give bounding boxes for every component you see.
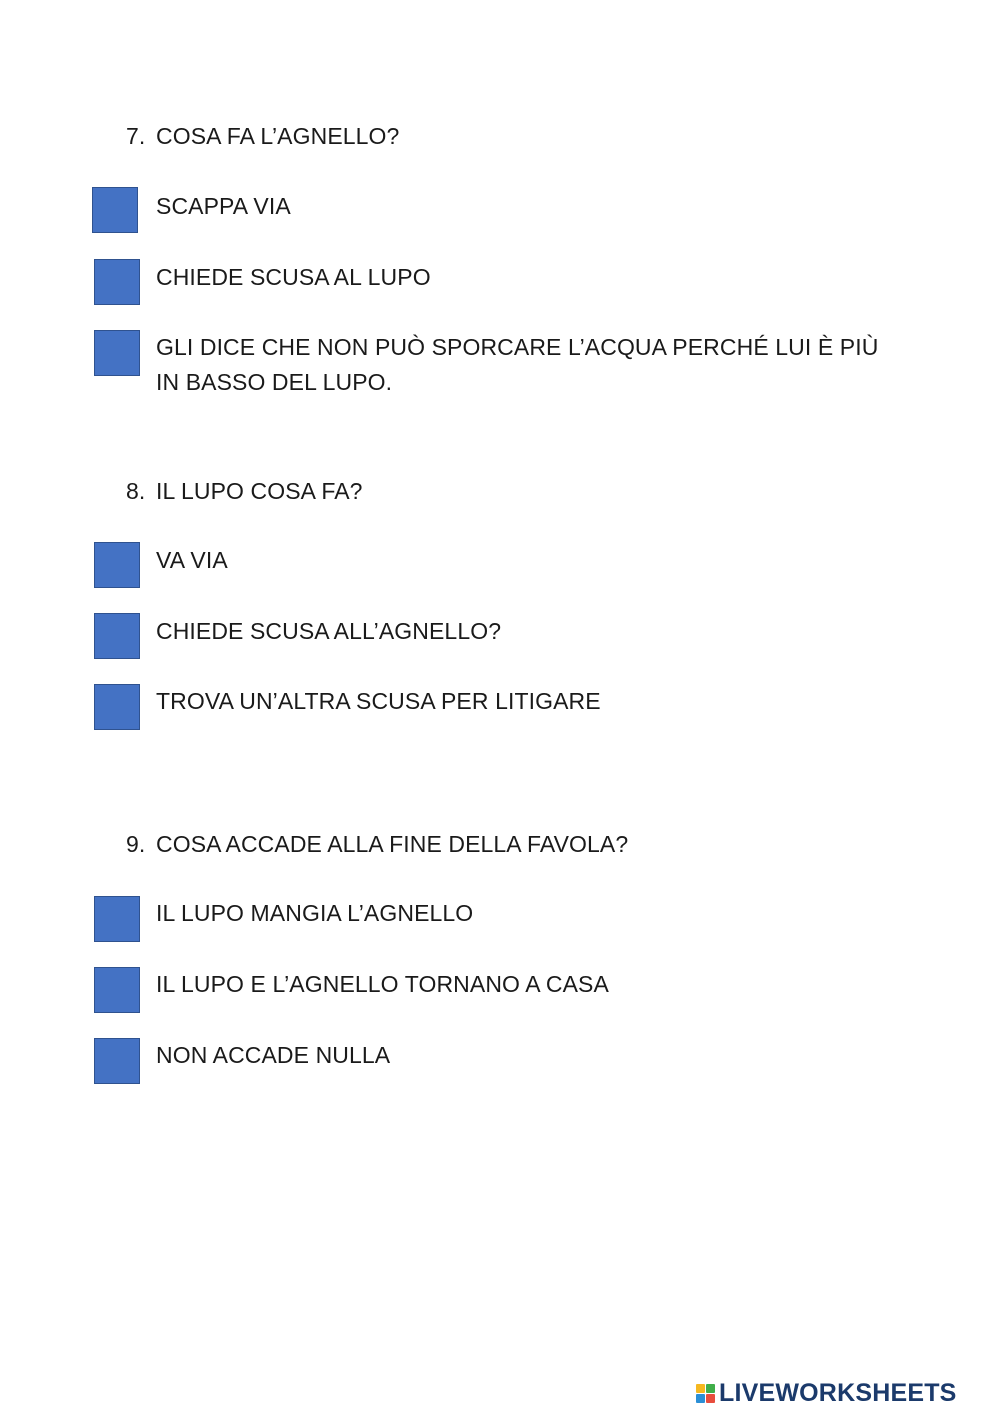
answer-checkbox-7c[interactable] [94, 330, 140, 376]
question-9 [126, 829, 628, 859]
answer-checkbox-7a[interactable] [92, 187, 138, 233]
logo-text: LIVEWORKSHEETS [719, 1378, 957, 1407]
answer-checkbox-9b[interactable] [94, 967, 140, 1013]
answer-checkbox-7b[interactable] [94, 259, 140, 305]
answer-option-8b: CHIEDE SCUSA ALL’AGNELLO? [156, 618, 502, 644]
answer-option-7c: GLI DICE CHE NON PUÒ SPORCARE L’ACQUA PERCHÉ LUI È PIÙ IN BASSO DEL LUPO. [156, 334, 879, 395]
answer-option-9b: IL LUPO E L’AGNELLO TORNANO A CASA [156, 971, 609, 997]
answer-checkbox-8b[interactable] [94, 613, 140, 659]
answer-option-9a: IL LUPO MANGIA L’AGNELLO [156, 900, 474, 926]
question-text: COSA ACCADE ALLA FINE DELLA FAVOLA? [156, 831, 629, 857]
liveworksheets-logo-icon [696, 1384, 715, 1403]
question-number: 8. [126, 478, 146, 504]
answer-option-8a: VA VIA [156, 547, 228, 573]
answer-option-7a: SCAPPA VIA [156, 193, 291, 219]
answer-option-9c: NON ACCADE NULLA [156, 1042, 391, 1068]
question-number: 7. [126, 123, 146, 149]
answer-checkbox-9a[interactable] [94, 896, 140, 942]
question-7 [126, 121, 399, 151]
answer-checkbox-8a[interactable] [94, 542, 140, 588]
question-text: COSA FA L’AGNELLO? [156, 123, 400, 149]
question-8 [126, 476, 363, 506]
answer-option-7b: CHIEDE SCUSA AL LUPO [156, 264, 431, 290]
question-number: 9. [126, 831, 146, 857]
answer-option-8c: TROVA UN’ALTRA SCUSA PER LITIGARE [156, 688, 601, 714]
answer-checkbox-8c[interactable] [94, 684, 140, 730]
liveworksheets-logo [696, 1378, 957, 1408]
answer-checkbox-9c[interactable] [94, 1038, 140, 1084]
question-text: IL LUPO COSA FA? [156, 478, 363, 504]
